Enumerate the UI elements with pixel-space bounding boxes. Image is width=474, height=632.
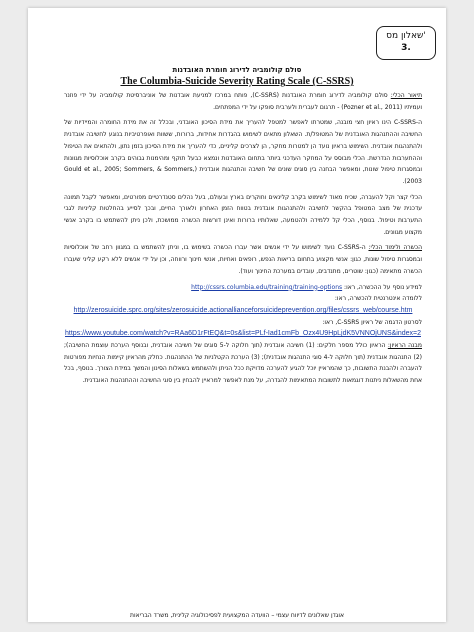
video-link[interactable]: https://www.youtube.com/watch?v=RAa6D1rFtEQ&t=0s&list=PLf-Iad1cmFb_Ozx4U9HpLjdK5VNNOjUNS&index=2 [65,330,421,338]
training-text: ה- [359,244,369,252]
usage-paragraph: הכלי קצר וקל להעברה, שכיח מאוד לשימוש בקרב קלינאים וחוקרים בארץ ובעולם, בעל נהלים סטנדרטיים מפורטים, ומאפשר לקבל תמונה עדכנית של מצב המטופל בהקשר לחשיבה ולהתנהגות אובדנית בטווח הזמן האחרון ולאורך החיים, ובכך לסייע בהחלטות קליניות לגבי התערבות וטיפול. בנוסף, הכלי קל ללמידה ולהטמעה, שאלותיו ברורות ואינן דורשות הכשרה ממושכת, ולכן ניתן להשתמש בו בקרב אנשי מקצוע מגוונים. [64,193,422,236]
hebrew-title: סולם קולומביה לדירוג חומרת האובדנות [172,66,302,74]
description-text: ), פותח במרכז למניעת אובדנות של אוניברסיטת קולומביה על ידי פוזנר ועמיתיו ( [64,92,422,111]
english-title: The Columbia-Suicide Severity Rating Scale (C-SSRS) [120,76,354,87]
video-intro: לסרטון הדגמה של ראיון C-SSRS, ראו: [322,318,422,326]
training-paragraph [64,242,422,277]
structure-label: מבנה הראיון: [387,342,422,350]
structure-text: הראיון כולל מספר חלקים: (1) חשיבה אובדנית (תוך חלוקה ל-5 סוגים של חשיבה אובדנית, ובנוסף הערכת עוצמת החשיבה); (2) התנהגות אובדנית (תוך חלוקה ל-4 סוגי התנהגות אובדנית); (3) הערכת הקטלניות של ההתנהגות. כחלק מהראיון קיימות הנחיות מפורטות להעברה ולהבנת התשובות, כך שהמראיין יוכל להגיע להערכה מדויקת ככל הניתן ולהשתמש בשאלות הסינון והמשך במידת הצורך. בנוסף, בכל אחת מהשאלות ניתנות דוגמאות לתשובות המתאימות להגדרה, על מנת לאפשר למראיין להבחין בין סוגי החשיבה וההתנהגות האובדנית. [64,342,422,385]
description-paragraph [64,90,422,113]
training-link-row [64,282,422,294]
scale-code: C-SSRS [337,244,360,252]
document-page [28,8,446,622]
training-label: הכשרה ולימוד הכלי: [368,244,422,252]
citation: Pozner et al., 2011 [343,103,401,111]
page-footer: אוגדן שאלונים לדיווח עצמי – הוועדה המקצועית לפסיכולוגיה קלינית, משרד הבריאות [130,612,344,619]
scale-code: C-SSRS [254,92,277,99]
online-course-link[interactable]: http://zerosuicide.sprc.org/sites/zerosuicide.actionallianceforsuicideprevention.org/files/cssrs_web/course.htm [73,306,413,314]
questionnaire-number-badge [376,26,436,60]
training-options-link[interactable]: http://cssrs.columbia.edu/training/training-options [191,283,343,291]
description-text: סולם קולומביה לדירוג חומרת האובדנות ( [276,92,391,99]
document-body [64,90,422,391]
description-label: תיאור הכלי: [390,92,423,99]
description-text: ) - תרגום לעברית ולערבית סופקו על ידי המפתחים. [213,103,344,111]
badge-number: 3. [401,43,411,53]
structure-paragraph [64,340,422,387]
purpose-text: ). [402,177,407,185]
training-link-intro: למידע נוסף על ההכשרה, ראו: [344,283,422,291]
purpose-paragraph [64,117,422,187]
citation: Gould et al., 2005; Sommers, & Sommers, 2003 [64,166,422,185]
badge-label: שאלון מס' [386,31,426,41]
training-text: נועד לשימוש על ידי אנשים אשר עברו הכשרה בשימוש בו, וניתן להשתמש בו במגוון רחב של אוכלוסיות ובמסגרות טיפול שונות, כגון: אנשי מקצוע בתחום בריאות הנפש, רופאים ואחיות, אנשי חינוך ורווחה, וכן על ידי אנשים ללא רקע קליני שעברו הכשרה מתאימה (כגון: שוטרים, מתנדבים, עובדים במערכת החינוך ועוד). [64,244,422,275]
learning-intro: ללומדה אינטרנטית להכשרה, ראו: [334,295,422,303]
purpose-text: ה-C-SSRS הינו ראיון חצי מובנה, שמטרתו לאפשר למטפל להעריך את מידת הסיכון האובדני, ובכלל זה את מידת החומרה והמיידיות של החשיבה וההתנהגות האובדנית של המטופל/ת. השאלון מתאים לשימוש בהגדרות אחידות, ברורות, ששוות ואופרטיביות בנוגע לחשיבה אובדנית ולהתנהגות אובדנית. השימוש בראיון נועד הן למטרות מחקר, הן לצרכים קליניים, כדי להעריך את מידת הסיכון בזמן נתון, ולהתאים את הטיפול וההתערבות הנדרשת. הכלי מבוסס על המחקר העדכני ביותר בתחום האובדנות ונמצא כבעל תוקף ומהימנות גבוהים בקרב אוכלוסיות מגוונות ובמסגרות טיפול שונות, ומאפשר הבחנה בין סוגים שונים של חשיבה והתנהגות אובדנית ( [64,119,423,174]
